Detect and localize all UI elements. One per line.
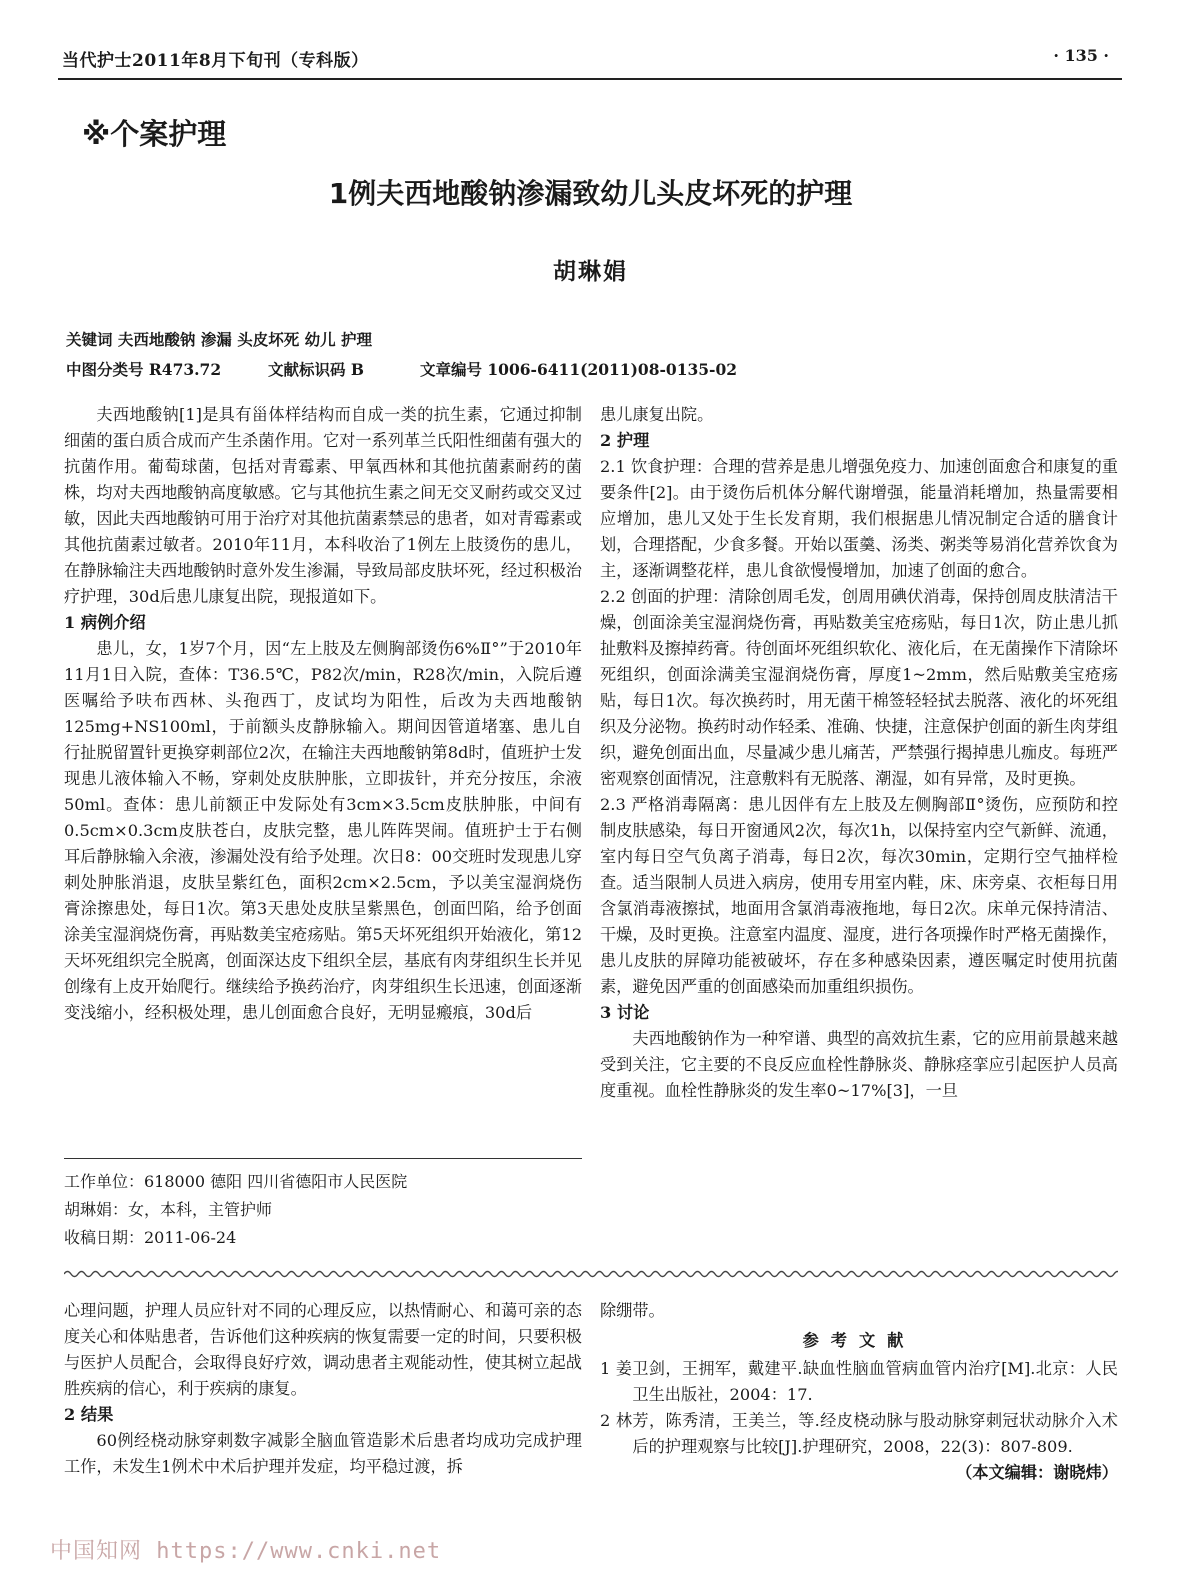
- section-heading-1: 1 病例介绍: [64, 613, 146, 632]
- paragraph-2-3: 2.3 严格消毒隔离：患儿因伴有左上肢及左侧胸部Ⅱ°烫伤，应预防和控制皮肤感染，每日开窗通风2次，每次1h，以保持室内空气新鲜、流通，室内每日空气负离子消毒，每日2次，每次30min，定期行空气抽样检查。适当限制人员进入病房，使用专用室内鞋，床、床旁桌、衣柜每日用含氯消毒液擦拭，地面用含氯消毒液拖地，每日2次。床单元保持清洁、干燥，及时更换。注意室内温度、湿度，进行各项操作时严格无菌操作，患儿皮肤的屏障功能被破坏，存在多种感染因素，遵医嘱定时使用抗菌素，避免因严重的创面感染而加重组织损伤。: [600, 795, 1118, 996]
- article-title: 1例夫西地酸钠渗漏致幼儿头皮坏死的护理: [328, 177, 853, 210]
- column-tag: ※个案护理: [82, 117, 227, 151]
- editor-note: （本文编辑：谢晓炜）: [956, 1463, 1118, 1482]
- case-paragraph: 患儿，女，1岁7个月，因“左上肢及左侧胸部烫伤6%Ⅱ°”于2010年11月1日入院，查体：T36.5℃，P82次/min，R28次/min，入院后遵医嘱给予呋布西林、头孢西丁，皮试均为阳性，后改为夫西地酸钠125mg+NS100ml，于前额头皮静脉输入。期间因管道堵塞、患儿自行扯脱留置针更换穿刺部位2次，在输注夫西地酸钠第8d时，值班护士发现患儿液体输入不畅，穿刺处皮肤肿胀，立即拔针，并充分按压，余液50ml。查体：患儿前额正中发际处有3cm×3.5cm皮肤肿胀，中间有0.5cm×0.3cm皮肤苍白，皮肤完整，患儿阵阵哭闹。值班护士于右侧耳后静脉输入余液，渗漏处没有给予处理。次日8：00交班时发现患儿穿刺处肿胀消退，皮肤呈紫红色，面积2cm×2.5cm，予以美宝湿润烧伤膏涂擦患处，每日1次。第3天患处皮肤呈紫黑色，创面凹陷，给予创面涂美宝湿润烧伤膏，再贴数美宝疮疡贴。第5天坏死组织开始液化，第12天坏死组织完全脱离，创面深达皮下组织全层，基底有肉芽组织生长并见创缘有上皮开始爬行。继续给予换药治疗，肉芽组织生长迅速，创面逐渐变浅缩小，经积极处理，患儿创面愈合良好，无明显瘢痕，30d后: [64, 639, 582, 1022]
- reference-2: 2 林芳，陈秀清，王美兰，等.经皮桡动脉与股动脉穿刺冠状动脉介入术后的护理观察与比较[J].护理研究，2008，22(3)：807-809.: [600, 1411, 1118, 1456]
- results-heading: 2 结果: [64, 1405, 114, 1424]
- lower-right-column: [600, 1298, 1118, 1486]
- paragraph-2-1: 2.1 饮食护理：合理的营养是患儿增强免疫力、加速创面愈合和康复的重要条件[2]。由于烫伤后机体分解代谢增强，能量消耗增加，热量需要相应增加，患儿又处于生长发育期，我们根据患儿情况制定合适的膳食计划，合理搭配，少食多餐。开始以蛋羹、汤类、粥类等易消化营养饮食为主，逐渐调整花样，患儿食欲慢慢增加，加速了创面的愈合。: [600, 457, 1118, 580]
- discussion-paragraph: 夫西地酸钠作为一种窄谱、典型的高效抗生素，它的应用前景越来越受到关注，它主要的不良反应血栓性静脉炎、静脉痉挛应引起医护人员高度重视。血栓性静脉炎的发生率0~17%[3]，一旦: [600, 1029, 1119, 1100]
- article-number: 文章编号 1006-6411(2011)08-0135-02: [420, 360, 738, 379]
- classification-number: 中图分类号 R473.72: [66, 360, 222, 379]
- keywords: 关键词 夫西地酸钠 渗漏 头皮坏死 幼儿 护理: [66, 330, 372, 349]
- right-column: [600, 402, 1118, 1104]
- paragraph-2-2: 2.2 创面的护理：清除创周毛发，创周用碘伏消毒，保持创周皮肤清洁干燥，创面涂美宝湿润烧伤膏，再贴数美宝疮疡贴，每日1次，防止患儿抓扯敷料及擦掉药膏。待创面坏死组织软化、液化后，在无菌操作下清除坏死组织，创面涂满美宝湿润烧伤膏，厚度1~2mm，然后贴敷美宝疮疡贴，每日1次。每次换药时，用无菌干棉签轻轻拭去脱落、液化的坏死组织及分泌物。换药时动作轻柔、准确、快捷，注意保护创面的新生肉芽组织，避免创面出血，尽量减少患儿痛苦，严禁强行揭掉患儿痂皮。每班严密观察创面情况，注意敷料有无脱落、潮湿，如有异常，及时更换。: [600, 587, 1118, 788]
- section-heading-3: 3 讨论: [600, 1003, 650, 1022]
- results-paragraph: 60例经桡动脉穿刺数字减影全脑血管造影术后患者均成功完成护理工作，未发生1例术中术后护理并发症，均平稳过渡，拆: [64, 1431, 582, 1476]
- left-column: [64, 402, 582, 1026]
- lower-continued-text: 除绷带。: [600, 1301, 665, 1320]
- running-head: 当代护士2011年8月下旬刊（专科版）: [62, 51, 369, 71]
- wavy-separator: [64, 1268, 1118, 1280]
- author-info: 胡琳娟：女，本科，主管护师: [64, 1200, 273, 1219]
- psychology-paragraph: 心理问题，护理人员应针对不同的心理反应，以热情耐心、和蔼可亲的态度关心和体贴患者，告诉他们这种疾病的恢复需要一定的时间，只要积极与医护人员配合，会取得良好疗效，调动患者主观能动性，使其树立起战胜疾病的信心，利于疾病的康复。: [64, 1301, 582, 1398]
- work-unit: 工作单位：618000 德阳 四川省德阳市人民医院: [64, 1172, 408, 1191]
- page-number: · 135 ·: [1053, 46, 1109, 65]
- received-date: 收稿日期：2011-06-24: [64, 1228, 237, 1247]
- intro-paragraph: 夫西地酸钠[1]是具有甾体样结构而自成一类的抗生素，它通过抑制细菌的蛋白质合成而产生杀菌作用。它对一系列革兰氏阳性细菌有强大的抗菌作用。葡萄球菌，包括对青霉素、甲氧西林和其他抗菌素耐药的菌株，均对夫西地酸钠高度敏感。它与其他抗生素之间无交叉耐药或交叉过敏，因此夫西地酸钠可用于治疗对其他抗菌素禁忌的患者，如对青霉素或其他抗菌素过敏者。2010年11月，本科收治了1例左上肢烫伤的患儿，在静脉输注夫西地酸钠时意外发生渗漏，导致局部皮肤坏死，经过积极治疗护理，30d后患儿康复出院，现报道如下。: [64, 405, 582, 606]
- header-rule: [58, 78, 1122, 80]
- cnki-watermark: 中国知网 https://www.cnki.net: [50, 1539, 442, 1564]
- lower-left-column: [64, 1298, 582, 1480]
- continued-text: 患儿康复出院。: [600, 405, 714, 424]
- references-heading: 参考文献: [802, 1331, 916, 1350]
- section-heading-2: 2 护理: [600, 431, 650, 450]
- reference-1: 1 姜卫剑，王拥军，戴建平.缺血性脑血管病血管内治疗[M].北京：人民卫生出版社，2004：17.: [600, 1359, 1118, 1404]
- author-name: 胡琳娟: [553, 259, 628, 285]
- footnote: [64, 1168, 584, 1252]
- footnote-rule: [64, 1158, 582, 1159]
- document-code: 文献标识码 B: [268, 360, 364, 379]
